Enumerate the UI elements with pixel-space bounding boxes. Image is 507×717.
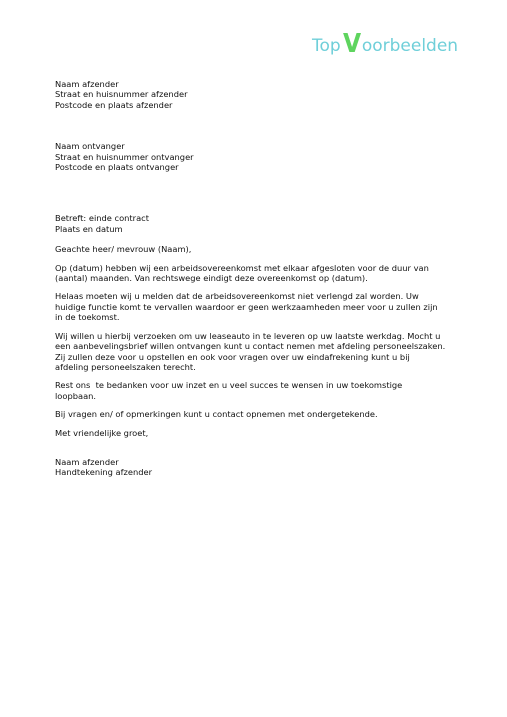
signature-handtekening: Handtekening afzender: [55, 467, 153, 478]
recipient-name: Naam ontvanger: [55, 141, 125, 152]
recipient-postal: Postcode en plaats ontvanger: [55, 162, 179, 173]
paragraph-contract-dates: Op (datum) hebben wij een arbeidsovereenkomst met elkaar afgesloten voor de duur van (aantal) maanden. Van rechtswege eindigt deze overeenkomst op (datum).: [55, 262, 429, 284]
subject-block: [55, 213, 465, 234]
topvoorbeelden-logo[interactable]: [312, 26, 459, 59]
paragraph-thanks: Rest ons te bedanken voor uw inzet en u veel succes te wensen in uw toekomstige loopbaan.: [55, 380, 403, 401]
letter-body: [55, 79, 465, 478]
paragraph-lease-car: Wij willen u hierbij verzoeken om uw leaseauto in te leveren op uw laatste werkdag. Mocht u een aanbevelingsbrief willen ontvangen kunt u contact nemen met afdeling personeelszaken. Zij zullen deze voor u opstellen en ook voor vragen over uw eindafrekening kunt u bij afdeling personeelszaken terecht.: [55, 330, 446, 372]
logo-text-oorbeelden: oorbeelden: [361, 36, 459, 56]
logo-v-checkmark: V: [342, 29, 361, 59]
recipient-street: Straat en huisnummer ontvanger: [55, 151, 194, 162]
paragraph-questions: Bij vragen en/ of opmerkingen kunt u contact opnemen met ondergetekende.: [55, 409, 378, 420]
signature-block: [55, 457, 465, 478]
sender-name: Naam afzender: [55, 79, 119, 89]
logo-text-top: Top: [312, 36, 341, 56]
signature-name: Naam afzender: [55, 456, 119, 467]
paragraph-no-renewal: Helaas moeten wij u melden dat de arbeidsovereenkomst niet verlengd zal worden. Uw huidige functie komt te vervallen waardoor er geen werkzaamheden meer voor u zullen zijn in de toekomst.: [55, 291, 438, 323]
subject-line: Betreft: einde contract: [55, 213, 149, 224]
salutation: Geachte heer/ mevrouw (Naam),: [55, 244, 192, 255]
recipient-address: [55, 141, 465, 172]
sender-street: Straat en huisnummer afzender: [55, 89, 188, 100]
place-date: Plaats en datum: [55, 223, 123, 234]
sender-postal: Postcode en plaats afzender: [55, 99, 173, 110]
sender-address: [55, 79, 465, 110]
closing: Met vriendelijke groet,: [55, 427, 149, 438]
